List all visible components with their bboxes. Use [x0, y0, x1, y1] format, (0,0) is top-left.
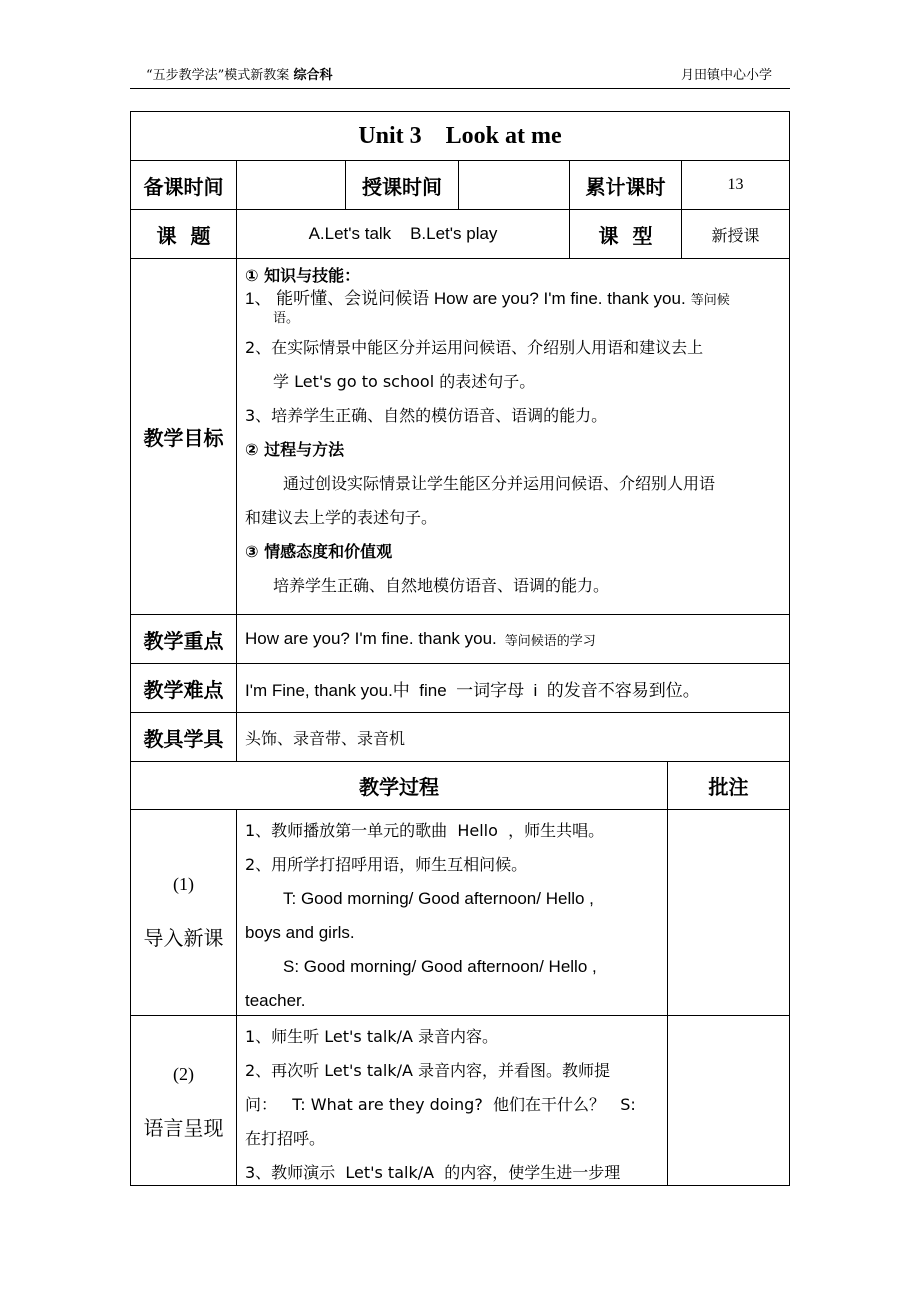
objective-line: 培养学生正确、自然地模仿语音、语调的能力。: [273, 576, 610, 595]
step-2-number: (2): [173, 1064, 194, 1084]
key-point-cn: 等问候语的学习: [504, 633, 596, 649]
topic-value: A.Let's talk B.Let's play: [236, 209, 570, 259]
objective-heading-attitude: ③ 情感态度和价值观: [245, 542, 393, 561]
prep-time-label: 备课时间: [130, 160, 237, 210]
tools-value: 头饰、录音带、录音机: [236, 712, 790, 762]
total-hours-value: 13: [681, 160, 790, 210]
step-1-number: (1): [173, 874, 194, 894]
step-line: 问： T: What are they doing? 他们在干什么？ S:: [245, 1095, 636, 1114]
step-2-label: [130, 1015, 237, 1186]
objectives-label: 教学目标: [130, 258, 237, 615]
objective-line: 3、培养学生正确、自然的模仿语音、语调的能力。: [245, 406, 608, 425]
step-line: 2、再次听 Let's talk/A 录音内容，并看图。教师提: [245, 1061, 611, 1080]
step-2-content: [236, 1015, 668, 1186]
key-point-value: [236, 614, 790, 664]
objective-line: 和建议去上学的表述句子。: [245, 508, 438, 527]
step-2-name: 语言呈现: [143, 1116, 224, 1140]
step-1-label: [130, 809, 237, 1016]
objective-line: 2、在实际情景中能区分并运用问候语、介绍别人用语和建议去上: [245, 338, 704, 357]
title-cell: [130, 111, 790, 161]
objective-text: 1、 能听懂、会说问候语 How are you? I'm fine. thank you.: [245, 289, 686, 308]
step-2-notes: [667, 1015, 790, 1186]
type-label: 课 型: [569, 209, 682, 259]
header-left-bold: 综合科: [293, 68, 333, 83]
step-1-name: 导入新课: [143, 926, 224, 950]
objective-text-small: 等问候: [690, 293, 730, 308]
step-line: 1、教师播放第一单元的歌曲 Hello ，师生共唱。: [245, 821, 605, 840]
step-line: boys and girls.: [245, 923, 355, 942]
step-line: S: Good morning/ Good afternoon/ Hello ,: [283, 957, 597, 976]
objective-heading-knowledge: ① 知识与技能：: [245, 266, 361, 285]
header-left-prefix: “五步教学法”模式新教案: [146, 68, 290, 83]
step-1-notes: [667, 809, 790, 1016]
total-hours-label: 累计课时: [569, 160, 682, 210]
step-1-content: [236, 809, 668, 1016]
objectives-content: [236, 258, 790, 615]
step-line: 3、教师演示 Let's talk/A 的内容，使学生进一步理: [245, 1163, 621, 1182]
prep-time-value: [236, 160, 346, 210]
step-line: teacher.: [245, 991, 306, 1010]
objective-line: 通过创设实际情景让学生能区分并运用问候语、介绍别人用语: [283, 474, 716, 493]
objective-heading-process: ② 过程与方法: [245, 440, 345, 459]
step-line: 2、用所学打招呼用语，师生互相问候。: [245, 855, 528, 874]
objective-line: 学 Let's go to school 的表述句子。: [273, 372, 536, 391]
notes-header: 批注: [667, 761, 790, 810]
type-value: 新授课: [681, 209, 790, 259]
lesson-title: Unit 3 Look at me: [358, 122, 562, 149]
header-divider: [130, 88, 790, 89]
objective-line: [245, 287, 781, 311]
step-line: 1、师生听 Let's talk/A 录音内容。: [245, 1027, 499, 1046]
tools-label: 教具学具: [130, 712, 237, 762]
step-line: T: Good morning/ Good afternoon/ Hello ,: [283, 889, 594, 908]
difficulty-value: I'm Fine, thank you.中 fine 一词字母 i 的发音不容易到位。: [236, 663, 790, 713]
header-left: [146, 64, 332, 83]
header-right: 月田镇中心小学: [680, 68, 772, 83]
objective-line: 语。: [273, 311, 300, 326]
teach-time-value: [458, 160, 570, 210]
process-header: 教学过程: [130, 761, 668, 810]
step-line: 在打招呼。: [245, 1129, 326, 1148]
key-point-en: How are you? I'm fine. thank you.: [245, 629, 497, 648]
teach-time-label: 授课时间: [345, 160, 459, 210]
topic-label: 课 题: [130, 209, 237, 259]
difficulty-label: 教学难点: [130, 663, 237, 713]
key-point-label: 教学重点: [130, 614, 237, 664]
